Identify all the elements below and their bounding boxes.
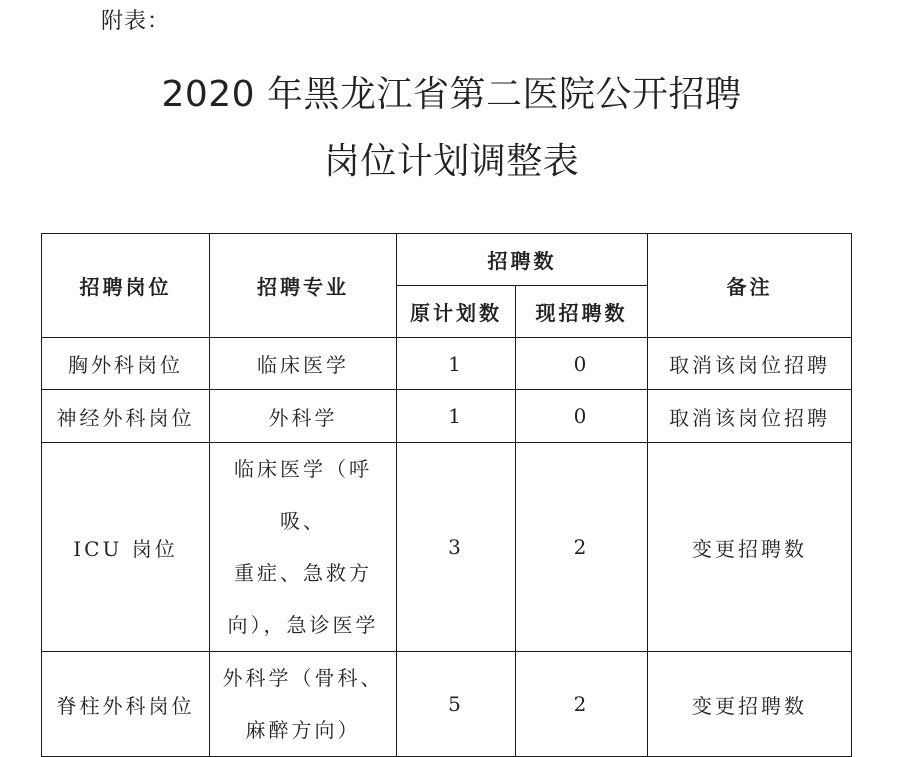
cell-major: [210, 652, 397, 757]
cell-original-plan: 3: [397, 443, 516, 652]
major-line: 向），急诊医学: [227, 613, 379, 637]
cell-current-count: 2: [516, 443, 648, 652]
major-line: 麻醉方向）: [245, 718, 361, 742]
header-position: 招聘岗位: [42, 234, 210, 338]
attachment-label: 附表：: [101, 9, 171, 34]
cell-original-plan: 1: [397, 338, 516, 390]
cell-position: ICU 岗位: [42, 443, 210, 652]
page-title-line2: 岗位计划调整表: [323, 141, 580, 182]
cell-remarks: 变更招聘数: [648, 652, 852, 757]
major-line: 临床医学（呼吸、: [234, 457, 372, 533]
table-row: [42, 443, 852, 652]
header-remarks: 备注: [648, 234, 852, 338]
cell-major: 临床医学: [210, 338, 397, 390]
cell-current-count: 0: [516, 390, 648, 443]
table-header-row: [42, 234, 852, 286]
major-line: 重症、急救方: [234, 561, 372, 585]
cell-major: [210, 443, 397, 652]
recruitment-plan-table: [41, 233, 852, 757]
header-major: 招聘专业: [210, 234, 397, 338]
header-recruit-count: 招聘数: [397, 234, 648, 286]
table-row: [42, 652, 852, 757]
cell-remarks: 变更招聘数: [648, 443, 852, 652]
cell-remarks: 取消该岗位招聘: [648, 338, 852, 390]
major-line: 外科学（骨科、: [222, 666, 384, 690]
cell-position: 胸外科岗位: [42, 338, 210, 390]
page-title-line1: 2020 年黑龙江省第二医院公开招聘: [161, 74, 742, 115]
cell-position: 神经外科岗位: [42, 390, 210, 443]
cell-original-plan: 5: [397, 652, 516, 757]
header-current-count: 现招聘数: [516, 286, 648, 338]
cell-current-count: 2: [516, 652, 648, 757]
cell-major: 外科学: [210, 390, 397, 443]
cell-position: 脊柱外科岗位: [42, 652, 210, 757]
header-original-plan: 原计划数: [397, 286, 516, 338]
table-row: [42, 338, 852, 390]
table-row: [42, 390, 852, 443]
cell-current-count: 0: [516, 338, 648, 390]
cell-remarks: 取消该岗位招聘: [648, 390, 852, 443]
cell-original-plan: 1: [397, 390, 516, 443]
